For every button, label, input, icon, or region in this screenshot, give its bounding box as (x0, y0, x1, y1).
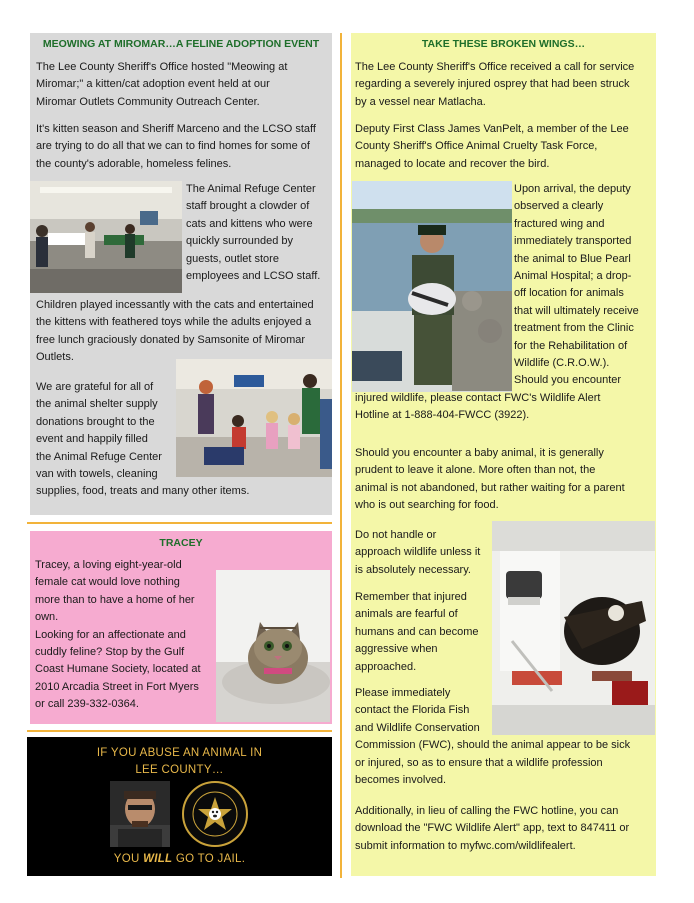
sheriff-portrait (110, 781, 170, 847)
adoption-para-2: It's kitten season and Sheriff Marceno and the LCSO staff are trying to do all that we can to find homes for some of the county's adorable, homeless felines. (36, 123, 316, 170)
adoption-para-5: We are grateful for all of the animal shelter supply donations brought to the event and happily filled the Animal Refuge Center van with towels, cleaning supplies, food, treats and many other items. (36, 381, 250, 498)
abuse-warning-panel (27, 737, 332, 876)
wings-para-3: Upon arrival, the deputy observed a clearly fractured wing and immediately transported the animal to Blue Pearl Animal Hospital; a drop- off location for animals that will ultimately receive treatment from the Clinic for the Rehabilitation of Wildlife (C.R.O.W.). Should you encounter injured wildlife, please contact FWC's Wildlife Alert Hotline at 1-888-404-FWCC (3922). (355, 183, 639, 422)
wings-para-8: Additionally, in lieu of calling the FWC hotline, you can download the "FWC Wildlife Alert" app, text to 847411 or submit information to myfwc.com/wildlifealert. (355, 805, 630, 852)
abuse-line-1: IF YOU ABUSE AN ANIMAL IN (96, 747, 263, 759)
section-divider-left (27, 522, 332, 524)
tracey-description: Tracey, a loving eight-year-old female cat would love nothing more than to have a home of her own. Looking for an affectionate and cuddly feline? Stop by the Gulf Coast Humane Society, located at 2010 Arcadia Street in Fort Myers or call 239-332-0364. (35, 559, 201, 711)
abuse-line-2: LEE COUNTY… (135, 764, 224, 776)
adoption-para-3: The Animal Refuge Center staff brought a clowder of cats and kittens who were quickly surrounded by guests, outlet store employees and LCSO staff. (186, 183, 321, 283)
adoption-event-panel (30, 33, 332, 515)
adoption-event-room-photo (30, 181, 182, 293)
tracey-title: TRACEY (159, 537, 203, 549)
wings-para-1: The Lee County Sheriff's Office received a call for service regarding a severely injured osprey that had been struck by a vessel near Matlacha. (355, 61, 635, 108)
column-divider (340, 33, 342, 878)
tracey-panel (30, 531, 332, 724)
abuse-line-3: YOU WILL GO TO JAIL. (113, 853, 246, 865)
task-force-badge (182, 781, 248, 847)
wings-para-5: Do not handle or approach wildlife unless it is absolutely necessary. (355, 529, 481, 576)
broken-wings-panel (351, 33, 656, 876)
tracey-cat-photo (216, 570, 330, 722)
wings-para-4: Should you encounter a baby animal, it is generally prudent to leave it alone. More often than not, the animal is not abandoned, but rather waiting for a parent who is out searching for food. (355, 447, 625, 512)
wings-title: TAKE THESE BROKEN WINGS… (421, 38, 586, 50)
wings-para-6: Remember that injured animals are fearful of humans and can become aggressive when approached. (355, 591, 479, 673)
wings-para-2: Deputy First Class James VanPelt, a member of the Lee County Sheriff's Office Animal Cruelty Task Force, managed to locate and recover the bird. (355, 123, 629, 170)
adoption-para-4: Children played incessantly with the cats and entertained the kittens with feathered toys while the adults enjoyed a free lunch graciously donated by Samsonite of Miromar Outlets. (36, 299, 314, 364)
adoption-title: MEOWING AT MIROMAR…A FELINE ADOPTION EVENT (42, 38, 320, 50)
section-divider-left-lower (27, 730, 332, 732)
adoption-para-1: The Lee County Sheriff's Office hosted "Meowing at Miromar;" a kitten/cat adoption event held at our Miromar Outlets Community Outreach Center. (36, 61, 288, 108)
wings-para-7: Please immediately contact the Florida Fish and Wildlife Conservation Commission (FWC), should the animal appear to be sick or injured, so as to ensure that a wildlife profession becomes involved. (355, 687, 631, 787)
